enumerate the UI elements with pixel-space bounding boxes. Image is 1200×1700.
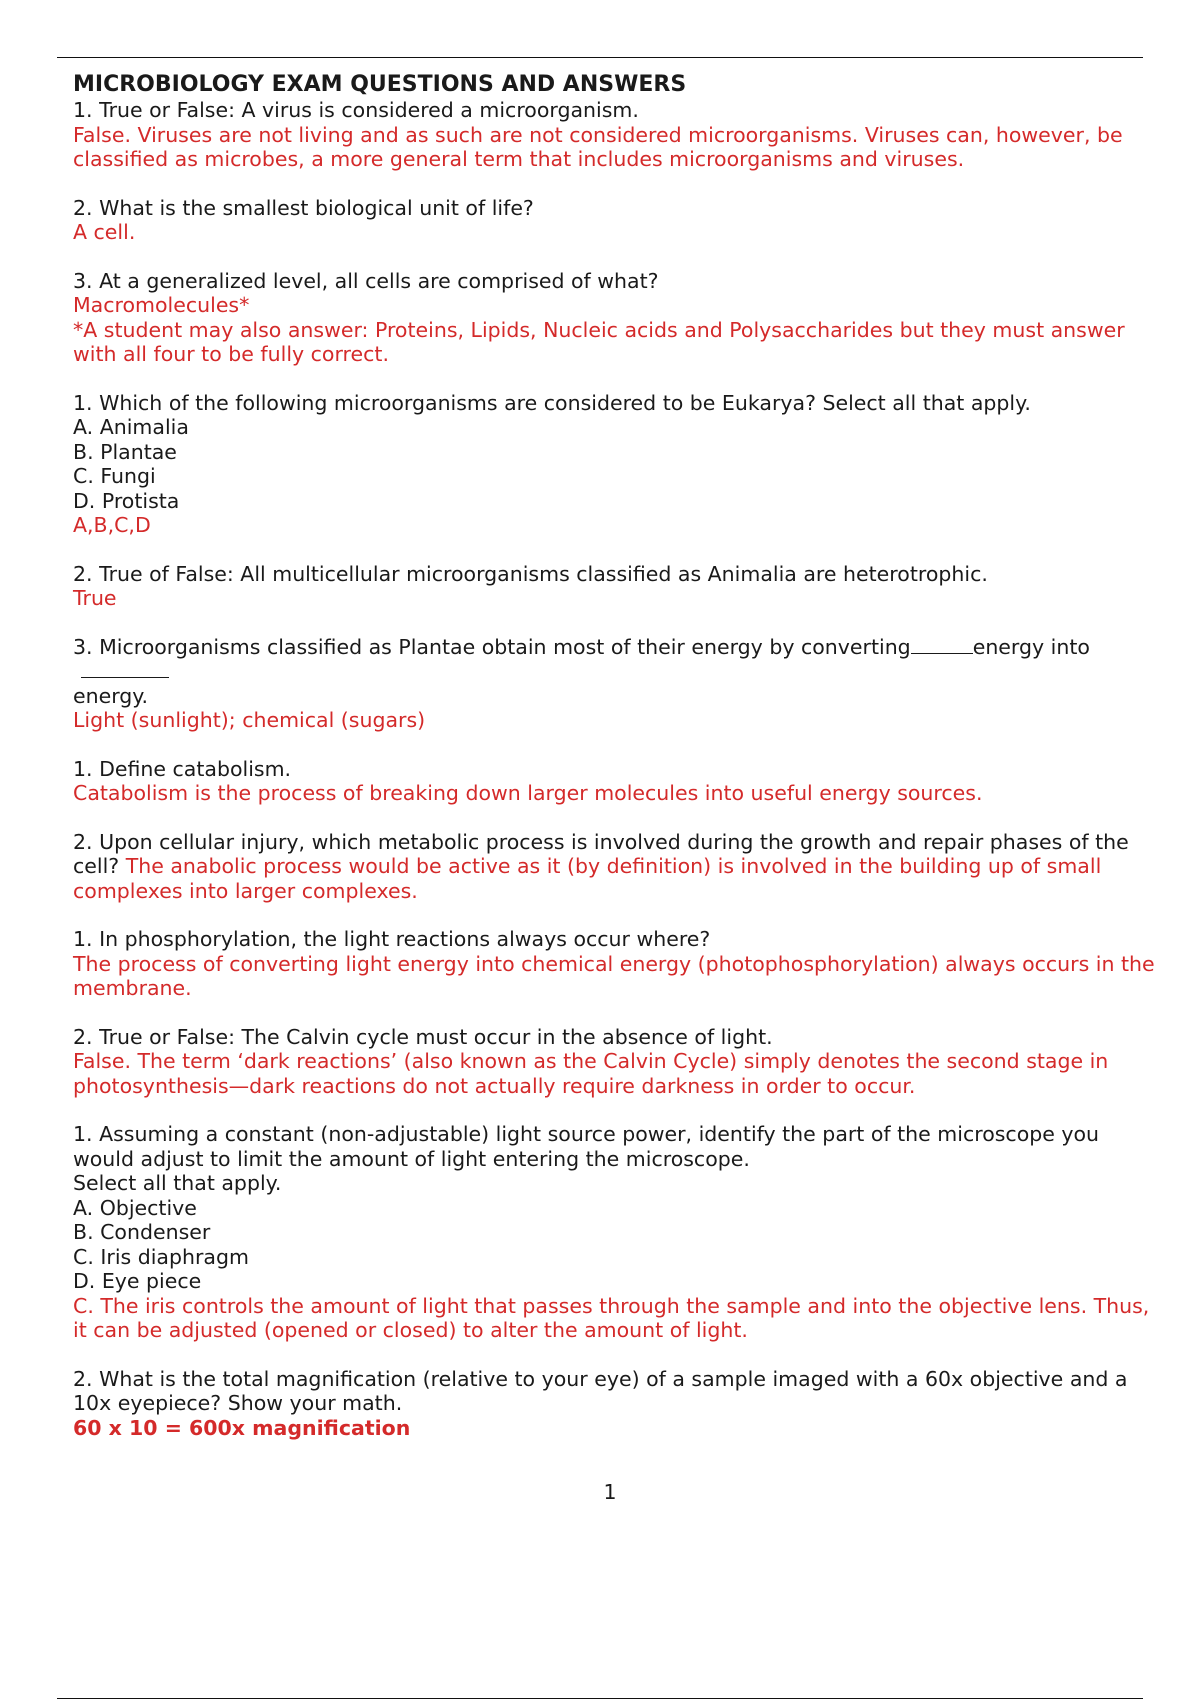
question-text: 1. Define catabolism. xyxy=(73,756,292,781)
question-block xyxy=(73,391,1163,538)
question-block xyxy=(73,1122,1163,1343)
option-item: C. Iris diaphragm xyxy=(73,1244,249,1269)
answer-note: *A student may also answer: Proteins, Lipids, Nucleic acids and Polysaccharides but they must answer with all four to be fully correct. xyxy=(73,317,1125,366)
answer-text: C. The iris controls the amount of light that passes through the sample and into the objective lens. Thus, it can be adjusted (opened or closed) to alter the amount of light. xyxy=(73,1293,1150,1342)
question-text: 1. Which of the following microorganisms are considered to be Eukarya? Select all that apply. xyxy=(73,390,1031,415)
question-block xyxy=(73,635,1163,733)
question-instruction: Select all that apply. xyxy=(73,1171,282,1195)
question-block xyxy=(73,757,1163,806)
question-text-part: energy. xyxy=(73,683,149,708)
question-block xyxy=(73,269,1163,367)
question-text-part: 3. Microorganisms classified as Plantae obtain most of their energy by converting xyxy=(73,634,911,659)
question-text-part: energy into xyxy=(972,634,1090,659)
answer-text: Light (sunlight); chemical (sugars) xyxy=(73,708,426,732)
option-item: B. Plantae xyxy=(73,439,177,464)
question-block xyxy=(73,562,1163,611)
answer-text: A cell. xyxy=(73,220,136,244)
bottom-rule xyxy=(57,1698,1143,1699)
page-number: 1 xyxy=(603,1480,617,1504)
option-item: B. Condenser xyxy=(73,1220,211,1244)
question-block xyxy=(73,1025,1163,1099)
answer-text: The anabolic process would be active as it (by definition) is involved in the building up of small complexes into larger complexes. xyxy=(73,854,1102,903)
question-text: 2. Upon cellular injury, which metabolic process is involved during the growth and repair phases of the cell? xyxy=(73,829,1129,878)
question-text xyxy=(73,635,1163,684)
top-rule xyxy=(57,57,1143,58)
question-text: 1. Assuming a constant (non-adjustable) light source power, identify the part of the microscope you would adjust to limit the amount of light entering the microscope. xyxy=(73,1122,1100,1171)
answer-text: False. The term ‘dark reactions’ (also known as the Calvin Cycle) simply denotes the second stage in photosynthesis—dark reactions do not actually require darkness in order to occur. xyxy=(73,1049,1109,1098)
answer-text: False. Viruses are not living and as such are not considered microorganisms. Viruses can, however, be classified as microbes, a more general term that includes microorganisms and viruses. xyxy=(73,122,1123,171)
question-text: 2. What is the total magnification (relative to your eye) of a sample imaged with a 60x objective and a 10x eyepiece? Show your math. xyxy=(73,1366,1128,1415)
answer-text: 60 x 10 = 600x magnification xyxy=(73,1415,411,1440)
answer-text: Catabolism is the process of breaking down larger molecules into useful energy sources. xyxy=(73,781,983,805)
answer-text: Macromolecules* xyxy=(73,293,250,317)
question-block xyxy=(73,98,1163,172)
question-text: 2. True of False: All multicellular microorganisms classified as Animalia are heterotrophic. xyxy=(73,561,988,586)
question-text: 3. At a generalized level, all cells are comprised of what? xyxy=(73,268,659,293)
answer-text: A,B,C,D xyxy=(73,513,151,537)
option-item: D. Eye piece xyxy=(73,1269,202,1293)
question-text: 1. In phosphorylation, the light reactions always occur where? xyxy=(73,927,711,951)
option-item: A. Animalia xyxy=(73,415,189,439)
question-text: 2. True or False: The Calvin cycle must occur in the absence of light. xyxy=(73,1024,773,1049)
question-text: 1. True or False: A virus is considered a microorganism. xyxy=(73,98,639,122)
question-block xyxy=(73,830,1163,904)
option-item: A. Objective xyxy=(73,1195,197,1220)
question-with-answer xyxy=(73,830,1163,904)
question-block xyxy=(73,927,1163,1001)
fill-blank xyxy=(81,659,169,678)
option-item: C. Fungi xyxy=(73,464,156,488)
option-item: D. Protista xyxy=(73,488,180,513)
question-block xyxy=(73,1367,1163,1441)
fill-blank xyxy=(911,635,973,654)
answer-text: True xyxy=(73,586,117,610)
document-title: MICROBIOLOGY EXAM QUESTIONS AND ANSWERS xyxy=(73,72,687,97)
question-block xyxy=(73,196,1163,245)
document-body xyxy=(73,72,1163,1464)
answer-text: The process of converting light energy into chemical energy (photophosphorylation) always occurs in the membrane. xyxy=(73,951,1155,1000)
question-text: 2. What is the smallest biological unit of life? xyxy=(73,195,534,220)
